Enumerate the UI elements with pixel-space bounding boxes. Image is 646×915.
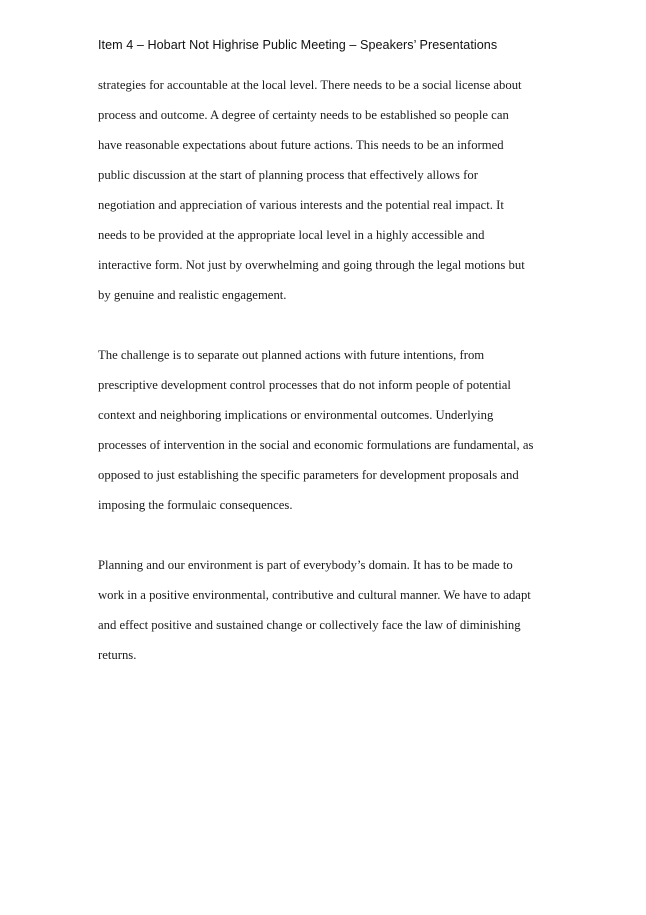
text-line: opposed to just establishing the specific parameters for development proposals and <box>98 468 519 482</box>
text-line: returns. <box>98 648 137 662</box>
page-header: Item 4 – Hobart Not Highrise Public Meeting – Speakers’ Presentations <box>98 38 498 52</box>
text-line: and effect positive and sustained change or collectively face the law of diminishing <box>98 618 521 632</box>
paragraph-3 <box>98 550 568 670</box>
text-line: processes of intervention in the social and economic formulations are fundamental, as <box>98 438 534 452</box>
text-line: interactive form. Not just by overwhelming and going through the legal motions but <box>98 258 525 272</box>
text-line: context and neighboring implications or environmental outcomes. Underlying <box>98 408 494 422</box>
text-line: by genuine and realistic engagement. <box>98 288 287 302</box>
text-line: negotiation and appreciation of various interests and the potential real impact. It <box>98 198 504 212</box>
text-line: Planning and our environment is part of everybody’s domain. It has to be made to <box>98 558 513 572</box>
text-line: needs to be provided at the appropriate local level in a highly accessible and <box>98 228 485 242</box>
paragraph-1 <box>98 70 568 310</box>
text-line: imposing the formulaic consequences. <box>98 498 293 512</box>
text-line: process and outcome. A degree of certainty needs to be established so people can <box>98 108 509 122</box>
text-line: public discussion at the start of planning process that effectively allows for <box>98 168 478 182</box>
paragraph-2 <box>98 340 568 520</box>
text-line: have reasonable expectations about future actions. This needs to be an informed <box>98 138 504 152</box>
text-line: strategies for accountable at the local level. There needs to be a social license about <box>98 78 522 92</box>
text-line: The challenge is to separate out planned actions with future intentions, from <box>98 348 485 362</box>
text-line: work in a positive environmental, contributive and cultural manner. We have to adapt <box>98 588 531 602</box>
text-line: prescriptive development control processes that do not inform people of potential <box>98 378 511 392</box>
